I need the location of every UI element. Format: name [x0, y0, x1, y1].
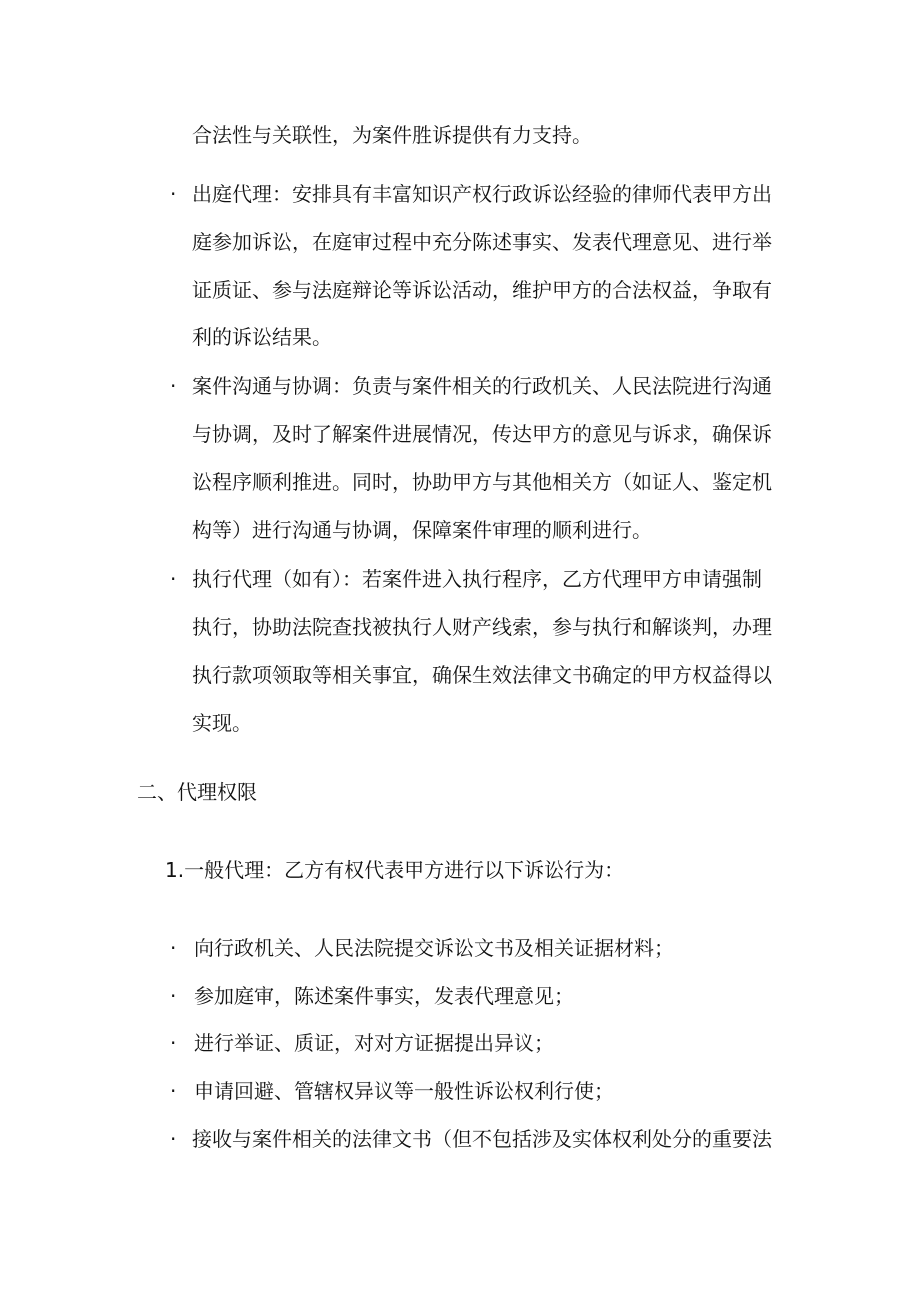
bullet-icon: · — [170, 1079, 177, 1103]
general-item: 接收与案件相关的法律文书（但不包括涉及实体权利处分的重要法 — [192, 1127, 772, 1151]
service-line: 证质证、参与法庭辩论等诉讼活动，维护甲方的合法权益，争取有 — [192, 278, 772, 302]
service-line: 出庭代理：安排具有丰富知识产权行政诉讼经验的律师代表甲方出 — [192, 182, 772, 206]
bullet-icon: · — [170, 1031, 177, 1055]
bullet-icon: · — [170, 936, 177, 960]
bullet-icon: · — [170, 567, 177, 591]
bullet-icon: · — [170, 182, 177, 206]
general-item: 向行政机关、人民法院提交诉讼文书及相关证据材料； — [194, 936, 674, 960]
service-line: 利的诉讼结果。 — [192, 325, 332, 349]
bullet-icon: · — [170, 1127, 177, 1151]
general-item: 进行举证、质证，对对方证据提出异议； — [194, 1031, 554, 1055]
service-line: 执行款项领取等相关事宜，确保生效法律文书确定的甲方权益得以 — [192, 663, 772, 687]
intro-line: 合法性与关联性，为案件胜诉提供有力支持。 — [192, 123, 592, 147]
section-heading: 二、代理权限 — [137, 780, 257, 804]
general-item: 参加庭审，陈述案件事实，发表代理意见； — [194, 984, 574, 1008]
sub-heading: 1.一般代理：乙方有权代表甲方进行以下诉讼行为： — [165, 858, 625, 882]
service-line: 执行代理（如有）：若案件进入执行程序，乙方代理甲方申请强制 — [192, 567, 762, 591]
general-item: 申请回避、管辖权异议等一般性诉讼权利行使； — [194, 1079, 614, 1103]
service-line: 执行，协助法院查找被执行人财产线索，参与执行和解谈判，办理 — [192, 615, 772, 639]
bullet-icon: · — [170, 984, 177, 1008]
service-line: 与协调，及时了解案件进展情况，传达甲方的意见与诉求，确保诉 — [192, 422, 772, 446]
service-line: 庭参加诉讼，在庭审过程中充分陈述事实、发表代理意见、进行举 — [192, 230, 772, 254]
service-line: 实现。 — [192, 711, 252, 735]
service-line: 构等）进行沟通与协调，保障案件审理的顺利进行。 — [192, 518, 652, 542]
service-line: 案件沟通与协调：负责与案件相关的行政机关、人民法院进行沟通 — [192, 374, 772, 398]
bullet-icon: · — [170, 374, 177, 398]
service-line: 讼程序顺利推进。同时，协助甲方与其他相关方（如证人、鉴定机 — [192, 470, 772, 494]
